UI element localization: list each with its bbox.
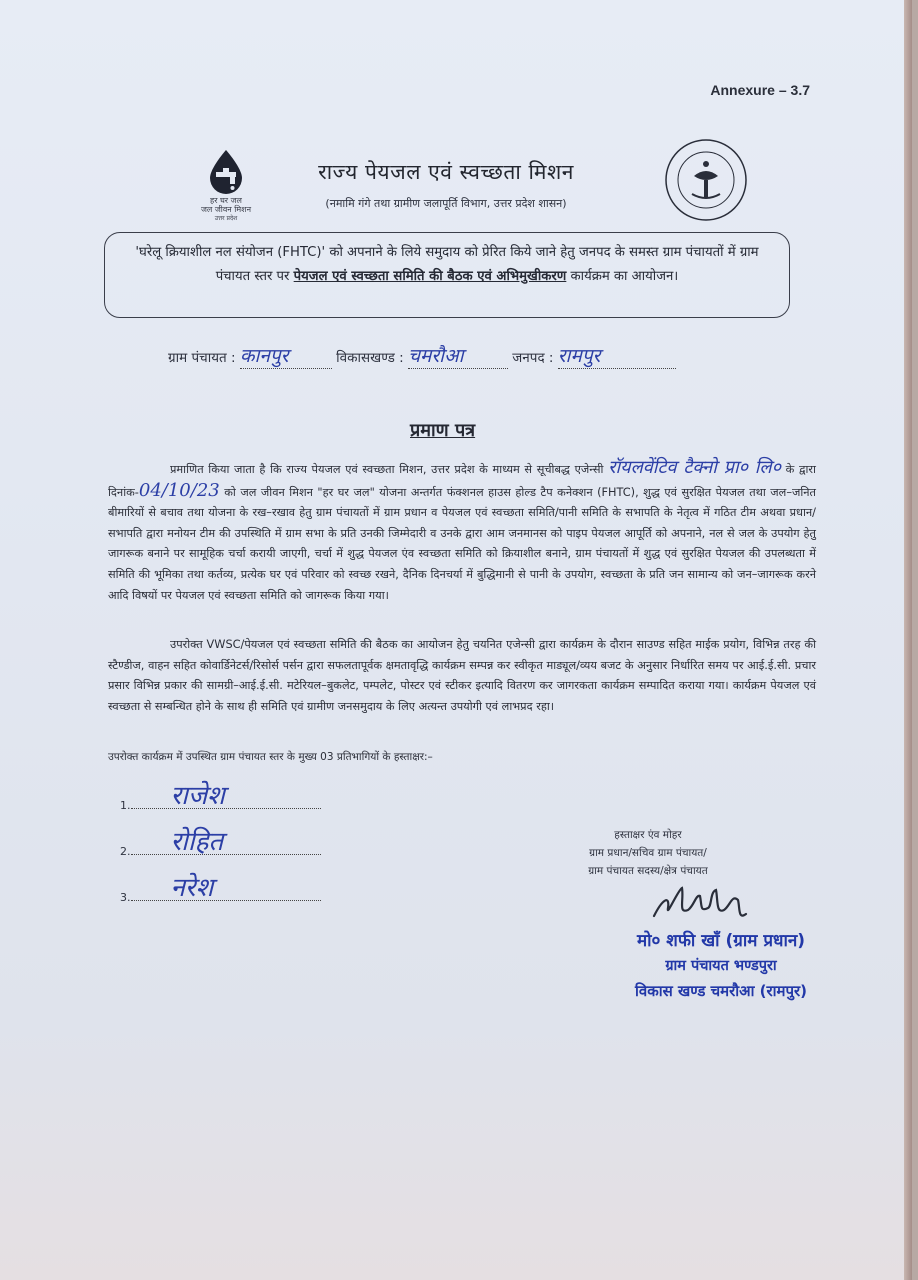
p1-text-a: प्रमाणित किया जाता है कि राज्य पेयजल एवं स्वच्छता मिशन, उत्तर प्रदेश के माध्यम से सूचीबद्ध एजेन्सी	[170, 463, 604, 476]
banner-emphasis: पेयजल एवं स्वच्छता समिति की बैठक एवं अभिमुखीकरण	[293, 269, 567, 284]
gram-panchayat-label: ग्राम पंचायत :	[168, 350, 236, 366]
participants-intro: उपरोक्त कार्यक्रम में उपस्थित ग्राम पंचायत स्तर के मुख्य 03 प्रतिभागियों के हस्ताक्षर:–	[108, 751, 433, 763]
page-edge	[904, 0, 912, 1280]
district-value: रामपुर	[557, 345, 601, 367]
logo-line-1: हर घर जल	[210, 196, 242, 205]
tap-drop-icon	[204, 148, 248, 196]
certificate-title: प्रमाण पत्र	[410, 420, 476, 441]
participant-number: 3.	[120, 891, 131, 904]
logo-line-3: उत्तर प्रदेश	[214, 215, 238, 222]
pradhan-seal	[606, 928, 836, 1001]
seal-gram-panchayat: ग्राम पंचायत भण्डपुरा	[665, 958, 777, 974]
p1-text-c: को जल जीवन मिशन "हर घर जल" योजना अन्तर्गत फंक्शनल हाउस होल्ड टैप कनेक्शन (FHTC), शुद्ध एवं सुरक्षित पेयजल तथा जल–जनित बीमारियों से बचाव तथा योजना के रख–रखाव हेतु ग्राम पंचायतों में ग्राम प्रधान व पेयजल एवं स्वच्छता समिति/पानी समिति के सभापति के नेतृत्व में गठित टीम अथवा प्रधान/सभापति द्वारा मनोयन टीम की उपस्थिति में ग्राम सभा के प्रति उनकी जिम्मेदारी व उनके द्वारा आम जनमानस को पाइप पेयजल आपूर्ति को अपनाने, नल से जल के उपयोग हेतु जागरूक बनाने पर सामूहिक चर्चा करायी जाएगी, चर्चा में शुद्ध पेयजल एंव स्वच्छता समिति को क्रियाशील बनाने, ग्राम पंचायतों में शुद्ध एवं सुरक्षित पेयजल की उपलब्धता में समिति की भूमिका तथा कर्तव्य, प्रत्येक घर एवं परिवार को स्वच्छ रखने, दैनिक दिनचर्या में बुद्धिमानी से पानी के उपयोग, स्वच्छता के प्रति जन सामान्य को जन–जागरूक करने आदि विषयों पर पेयजल एवं स्वच्छता समिति को जागरूक किया गया।	[108, 485, 816, 602]
pradhan-signature-icon	[648, 880, 758, 930]
stamp-line-2: ग्राम प्रधान/सचिव ग्राम पंचायत/	[589, 847, 707, 859]
stamp-line-3: ग्राम पंचायत सदस्य/क्षेत्र पंचायत	[588, 865, 708, 877]
location-line	[168, 342, 768, 369]
gram-panchayat-value: कानपुर	[239, 345, 289, 367]
block-value: चमरौआ	[407, 345, 464, 367]
agency-name-handwritten: रॉयलवेंटिव टैक्नो प्रा० लि०	[608, 457, 781, 478]
signature-stamp-caption	[548, 826, 748, 880]
block-label: विकासखण्ड :	[336, 350, 404, 366]
participant-signature-1	[120, 781, 321, 812]
date-handwritten: 04/10/23	[138, 479, 220, 501]
participant-signature-2	[120, 827, 321, 858]
seal-block: विकास खण्ड चमरौआ (रामपुर)	[634, 982, 808, 1000]
p1-text-b: के द्वारा दिनांक-	[108, 463, 816, 499]
jal-jeevan-mission-logo	[190, 148, 262, 228]
banner-text-2: कार्यक्रम का आयोजन।	[570, 269, 679, 284]
annexure-label: Annexure – 3.7	[710, 82, 810, 98]
certificate-paragraph-2: उपरोक्त VWSC/पेयजल एवं स्वच्छता समिति की बैठक का आयोजन हेतु चयनित एजेन्सी द्वारा कार्यक्रम के दौरान साउण्ड सहित माईक प्रयोग, विभिन्न तरह की स्टैण्डीज, वाहन सहित कोवार्डिनेटर्स/रिसोर्स पर्सन द्वारा सफलतापूर्वक क्षमतावृद्धि कार्यक्रम सम्पन्न कर स्वीकृत माड्यूल/व्यय बजट के अनुसार निर्धारित समय पर आई.ई.सी. प्रचार प्रसार विभिन्न प्रकार की सामग्री–आई.ई.सी. मटेरियल–बुकलेट, पम्पलेट, पोस्टर एवं स्टीकर इत्यादि वितरण कर जागरकता कार्यक्रम सम्पादित कराया गया। कार्यक्रम पेयजल एवं स्वच्छता से सम्बन्धित होने के साथ ही समिति एवं ग्रामीण जनसमुदाय के लिए अत्यन्त उपयोगी एवं लाभप्रद रहा।	[108, 638, 816, 713]
mission-subtitle: (नमामि गंगे तथा ग्रामीण जलापूर्ति विभाग, उत्तर प्रदेश शासन)	[325, 197, 567, 210]
banner-text-1: 'घरेलू क्रियाशील नल संयोजन (FHTC)' को अपनाने के लिये समुदाय को प्रेरित किये जाने हेतु जनपद के समस्त ग्राम पंचायतों में ग्राम पंचायत स्तर पर	[135, 245, 759, 284]
participant-signature-3	[120, 873, 321, 904]
logo-line-2: जल जीवन मिशन	[200, 205, 252, 214]
program-banner	[104, 232, 790, 318]
header	[276, 158, 616, 211]
participant-number: 2.	[120, 845, 131, 858]
up-emblem-icon	[664, 136, 748, 228]
mission-title: राज्य पेयजल एवं स्वच्छता मिशन	[318, 160, 574, 184]
participant-name: रोहित	[170, 827, 224, 857]
stamp-line-1: हस्ताक्षर एंव मोहर	[614, 829, 682, 841]
district-label: जनपद :	[512, 350, 554, 366]
participant-number: 1.	[120, 799, 131, 812]
certificate-paragraph-1	[108, 458, 816, 606]
participant-name: नरेश	[170, 873, 214, 903]
participant-name: राजेश	[170, 781, 225, 811]
seal-name: मो० शफी खाँ (ग्राम प्रधान)	[636, 931, 806, 951]
